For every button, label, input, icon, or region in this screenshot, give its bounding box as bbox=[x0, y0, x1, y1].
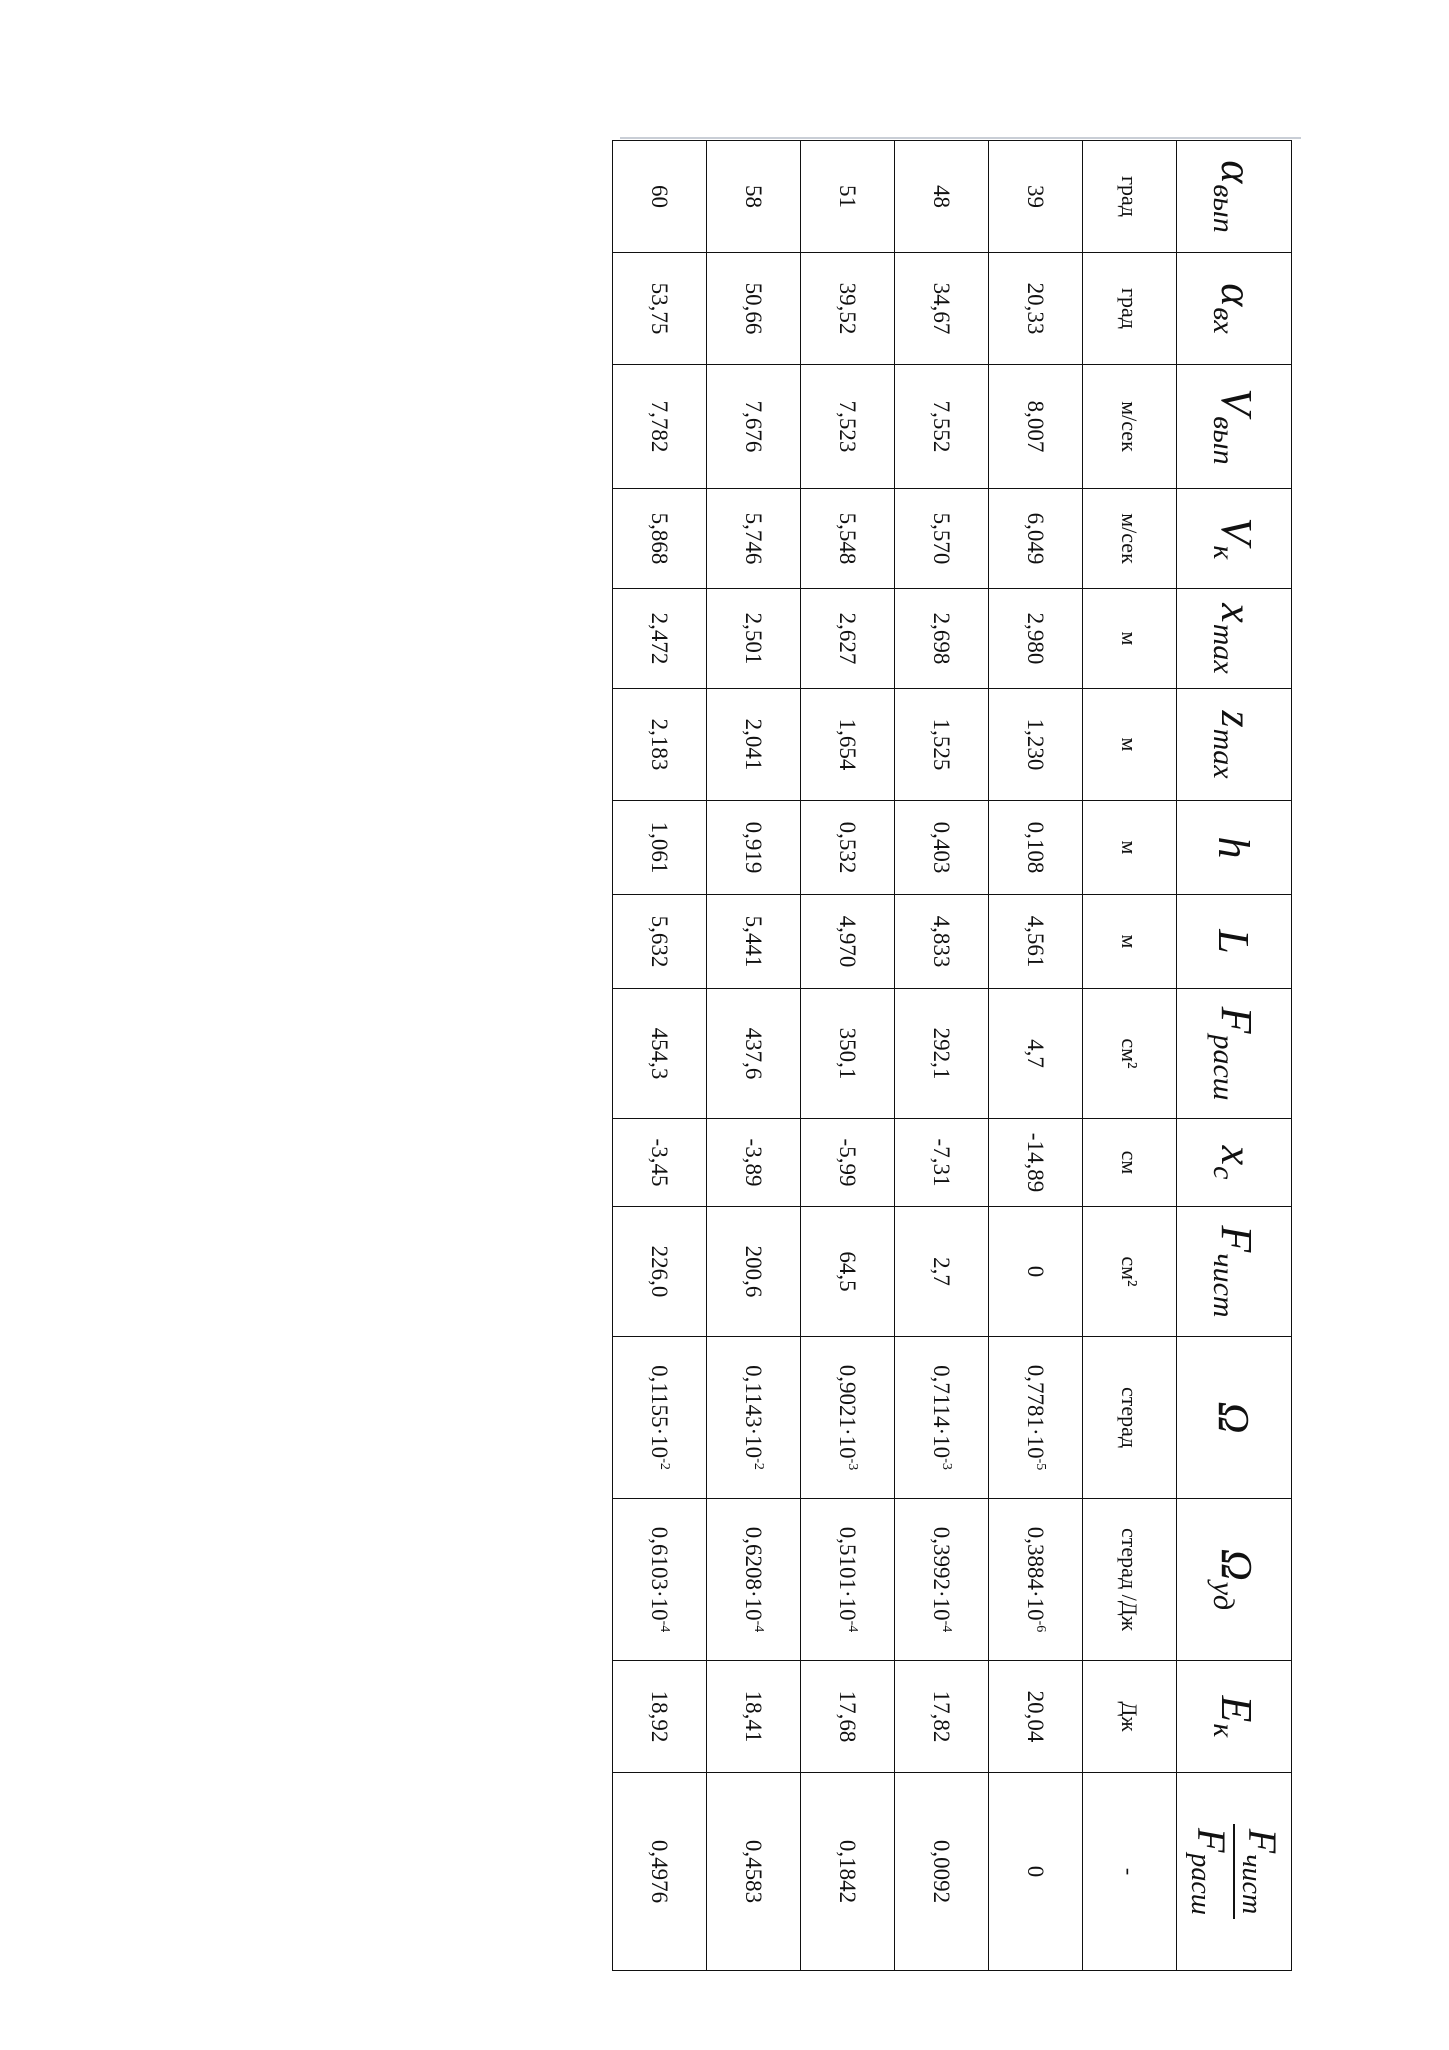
data-cell bbox=[801, 1661, 895, 1773]
unit-cell: стерад bbox=[1083, 1337, 1177, 1499]
cell-value: 50,66 bbox=[741, 282, 767, 335]
cell-exponent: -3 bbox=[845, 1458, 861, 1471]
data-cell bbox=[613, 989, 707, 1119]
column-subscript: к bbox=[1207, 1723, 1240, 1738]
data-cell bbox=[989, 589, 1083, 689]
data-cell bbox=[613, 1499, 707, 1661]
cell-exponent: -4 bbox=[751, 1620, 767, 1633]
data-cell bbox=[895, 589, 989, 689]
data-cell bbox=[801, 1207, 895, 1337]
column-subscript: расш bbox=[1207, 1034, 1240, 1101]
unit-cell: м bbox=[1083, 801, 1177, 895]
cell-value: 0,4583 bbox=[741, 1839, 767, 1904]
column-symbol: α bbox=[1212, 283, 1261, 307]
cell-exponent: -4 bbox=[657, 1620, 673, 1633]
data-cell bbox=[801, 895, 895, 989]
column-symbol: Ω bbox=[1209, 1401, 1259, 1434]
results-table bbox=[612, 140, 1292, 1971]
cell-value: 200,6 bbox=[741, 1245, 767, 1298]
data-cell bbox=[989, 689, 1083, 801]
header-symbol-row bbox=[1177, 141, 1292, 1971]
cell-value: 7,782 bbox=[647, 400, 673, 453]
data-cell bbox=[801, 1499, 895, 1661]
cell-value: 2,472 bbox=[647, 612, 673, 665]
cell-exponent: -4 bbox=[845, 1620, 861, 1633]
unit-cell: см² bbox=[1083, 989, 1177, 1119]
data-cell bbox=[989, 801, 1083, 895]
column-subscript: вх bbox=[1207, 307, 1240, 334]
column-symbol: V bbox=[1212, 388, 1261, 416]
cell-value: 2,183 bbox=[647, 718, 673, 771]
unit-cell: Дж bbox=[1083, 1661, 1177, 1773]
cell-value: 0,7781·10 bbox=[1023, 1364, 1049, 1459]
data-cell bbox=[895, 489, 989, 589]
column-symbol: x bbox=[1212, 1145, 1261, 1166]
rotated-table-container bbox=[619, 140, 1292, 1915]
cell-value: 0,5101·10 bbox=[835, 1526, 861, 1621]
data-cell bbox=[801, 141, 895, 253]
header-symbol-cell bbox=[1177, 1337, 1292, 1499]
data-cell bbox=[613, 1337, 707, 1499]
unit-cell: град bbox=[1083, 141, 1177, 253]
cell-value: 0,3884·10 bbox=[1023, 1526, 1049, 1621]
data-cell bbox=[613, 1119, 707, 1207]
data-cell bbox=[895, 1499, 989, 1661]
header-symbol-cell bbox=[1177, 141, 1292, 253]
cell-value: 5,441 bbox=[741, 915, 767, 968]
column-subscript: уд bbox=[1207, 1581, 1240, 1611]
data-cell bbox=[989, 1773, 1083, 1971]
cell-value: 39,52 bbox=[835, 282, 861, 335]
column-symbol: α bbox=[1212, 160, 1261, 184]
cell-value: 454,3 bbox=[647, 1027, 673, 1080]
header-symbol-cell bbox=[1177, 589, 1292, 689]
cell-exponent: -3 bbox=[939, 1458, 955, 1470]
unit-cell: м/сек bbox=[1083, 489, 1177, 589]
cell-value: 350,1 bbox=[835, 1027, 861, 1080]
data-cell bbox=[707, 801, 801, 895]
cell-value: 4,561 bbox=[1023, 915, 1049, 968]
header-symbol-cell bbox=[1177, 989, 1292, 1119]
header-symbol-cell bbox=[1177, 895, 1292, 989]
cell-value: 0 bbox=[1023, 1265, 1049, 1278]
cell-value: 0,6103·10 bbox=[647, 1526, 673, 1621]
cell-value: 2,041 bbox=[741, 718, 767, 771]
cell-value: 18,92 bbox=[647, 1690, 673, 1743]
cell-exponent: -4 bbox=[939, 1620, 955, 1633]
data-cell bbox=[895, 801, 989, 895]
scan-edge-line bbox=[620, 137, 1301, 139]
cell-value: 34,67 bbox=[929, 282, 955, 335]
cell-value: 0,919 bbox=[741, 821, 767, 874]
data-cell bbox=[895, 1119, 989, 1207]
cell-value: 292,1 bbox=[929, 1027, 955, 1080]
column-subscript: вып bbox=[1207, 416, 1240, 465]
cell-value: 1,654 bbox=[835, 718, 861, 771]
cell-value: 5,746 bbox=[741, 512, 767, 565]
cell-value: 2,7 bbox=[929, 1257, 955, 1286]
unit-cell: м bbox=[1083, 689, 1177, 801]
data-cell bbox=[707, 589, 801, 689]
cell-value: 2,627 bbox=[835, 612, 861, 665]
data-cell bbox=[895, 365, 989, 489]
data-cell bbox=[895, 1207, 989, 1337]
cell-value: 0,403 bbox=[929, 821, 955, 874]
column-symbol: L bbox=[1209, 929, 1259, 954]
data-cell bbox=[707, 365, 801, 489]
data-cell bbox=[801, 989, 895, 1119]
cell-value: 51 bbox=[835, 185, 861, 208]
cell-value: 1,525 bbox=[929, 718, 955, 771]
header-symbol-cell bbox=[1177, 1773, 1292, 1971]
cell-value: 2,980 bbox=[1023, 612, 1049, 665]
cell-value: 0 bbox=[1023, 1865, 1049, 1878]
data-cell bbox=[801, 801, 895, 895]
cell-value: -3,45 bbox=[647, 1138, 673, 1187]
cell-value: 58 bbox=[741, 185, 767, 208]
data-cell bbox=[613, 1661, 707, 1773]
data-cell bbox=[989, 895, 1083, 989]
unit-cell: см² bbox=[1083, 1207, 1177, 1337]
cell-value: 0,9021·10 bbox=[835, 1364, 861, 1459]
data-cell bbox=[707, 1773, 801, 1971]
cell-value: 6,049 bbox=[1023, 512, 1049, 565]
cell-value: 18,41 bbox=[741, 1690, 767, 1743]
unit-cell: град bbox=[1083, 253, 1177, 365]
column-symbol: h bbox=[1209, 836, 1259, 859]
data-cell bbox=[989, 1119, 1083, 1207]
cell-value: 1,061 bbox=[647, 821, 673, 874]
data-cell bbox=[989, 365, 1083, 489]
cell-value: -3,89 bbox=[741, 1138, 767, 1187]
unit-cell: - bbox=[1083, 1773, 1177, 1971]
data-cell bbox=[707, 489, 801, 589]
cell-exponent: -2 bbox=[657, 1458, 673, 1470]
header-symbol-cell bbox=[1177, 489, 1292, 589]
cell-value: -14,89 bbox=[1023, 1132, 1049, 1193]
cell-value: 5,548 bbox=[835, 512, 861, 565]
data-cell bbox=[707, 253, 801, 365]
cell-value: 0,6208·10 bbox=[741, 1526, 767, 1621]
table-row bbox=[895, 141, 989, 1971]
data-cell bbox=[989, 1499, 1083, 1661]
data-cell bbox=[613, 365, 707, 489]
data-cell bbox=[707, 989, 801, 1119]
data-cell bbox=[613, 895, 707, 989]
column-symbol: x bbox=[1212, 603, 1261, 623]
cell-value: 0,3992·10 bbox=[929, 1526, 955, 1621]
unit-cell: см bbox=[1083, 1119, 1177, 1207]
numerator-symbol: F bbox=[1240, 1828, 1285, 1854]
cell-value: 20,33 bbox=[1023, 282, 1049, 335]
data-cell bbox=[895, 689, 989, 801]
data-cell bbox=[707, 1337, 801, 1499]
cell-value: 0,0092 bbox=[929, 1839, 955, 1904]
data-cell bbox=[801, 489, 895, 589]
table-row bbox=[707, 141, 801, 1971]
cell-value: 17,82 bbox=[929, 1690, 955, 1743]
fraction-numerator bbox=[1233, 1824, 1284, 1919]
cell-value: 7,676 bbox=[741, 400, 767, 453]
data-cell bbox=[707, 1119, 801, 1207]
cell-value: 0,4976 bbox=[647, 1839, 673, 1904]
data-cell bbox=[801, 689, 895, 801]
cell-value: 0,7114·10 bbox=[929, 1365, 955, 1459]
data-cell bbox=[707, 1499, 801, 1661]
cell-value: 48 bbox=[929, 185, 955, 208]
cell-value: 0,532 bbox=[835, 821, 861, 874]
denominator-subscript: расш bbox=[1185, 1853, 1216, 1915]
column-subscript: max bbox=[1207, 728, 1240, 779]
data-cell bbox=[895, 253, 989, 365]
header-symbol-cell bbox=[1177, 253, 1292, 365]
cell-value: 2,501 bbox=[741, 612, 767, 665]
cell-value: 437,6 bbox=[741, 1027, 767, 1080]
cell-exponent: -6 bbox=[1033, 1620, 1049, 1633]
column-symbol: E bbox=[1212, 1695, 1261, 1723]
column-symbol: F bbox=[1212, 1225, 1261, 1253]
cell-value: 5,570 bbox=[929, 512, 955, 565]
cell-value: 0,1143·10 bbox=[741, 1365, 767, 1459]
data-cell bbox=[707, 895, 801, 989]
data-cell bbox=[895, 141, 989, 253]
cell-value: 53,75 bbox=[647, 282, 673, 335]
header-symbol-cell bbox=[1177, 1119, 1292, 1207]
header-symbol-cell bbox=[1177, 365, 1292, 489]
data-cell bbox=[989, 989, 1083, 1119]
unit-cell: м/сек bbox=[1083, 365, 1177, 489]
cell-value: -5,99 bbox=[835, 1138, 861, 1187]
cell-exponent: -5 bbox=[1033, 1458, 1049, 1471]
unit-cell: стерад /Дж bbox=[1083, 1499, 1177, 1661]
column-subscript: max bbox=[1207, 623, 1240, 674]
data-cell bbox=[989, 1337, 1083, 1499]
cell-value: 2,698 bbox=[929, 612, 955, 665]
fraction-denominator bbox=[1184, 1824, 1233, 1919]
data-cell bbox=[801, 1773, 895, 1971]
column-symbol: V bbox=[1212, 517, 1261, 545]
column-subscript: вып bbox=[1207, 184, 1240, 233]
data-cell bbox=[895, 1337, 989, 1499]
table-row bbox=[801, 141, 895, 1971]
data-cell bbox=[895, 1773, 989, 1971]
table-row bbox=[613, 141, 707, 1971]
header-symbol-cell bbox=[1177, 689, 1292, 801]
cell-value: 0,1842 bbox=[835, 1839, 861, 1904]
cell-value: 4,833 bbox=[929, 915, 955, 968]
data-cell bbox=[613, 589, 707, 689]
header-symbol-cell bbox=[1177, 801, 1292, 895]
data-cell bbox=[801, 1337, 895, 1499]
cell-value: -7,31 bbox=[929, 1138, 955, 1187]
data-cell bbox=[801, 589, 895, 689]
data-cell bbox=[989, 1207, 1083, 1337]
data-cell bbox=[989, 489, 1083, 589]
cell-value: 39 bbox=[1023, 185, 1049, 208]
data-cell bbox=[707, 1207, 801, 1337]
header-symbol-cell bbox=[1177, 1499, 1292, 1661]
data-cell bbox=[989, 253, 1083, 365]
header-symbol-cell bbox=[1177, 1207, 1292, 1337]
data-cell bbox=[613, 689, 707, 801]
numerator-subscript: чист bbox=[1236, 1854, 1267, 1915]
header-unit-row bbox=[1083, 141, 1177, 1971]
data-cell bbox=[707, 689, 801, 801]
data-cell bbox=[613, 253, 707, 365]
column-symbol: F bbox=[1212, 1006, 1261, 1034]
table-body bbox=[613, 141, 1292, 1971]
cell-value: 4,7 bbox=[1023, 1039, 1049, 1068]
column-symbol: Ω bbox=[1212, 1548, 1261, 1581]
denominator-symbol: F bbox=[1189, 1827, 1234, 1853]
cell-value: 1,230 bbox=[1023, 718, 1049, 771]
cell-value: 20,04 bbox=[1023, 1690, 1049, 1743]
table-row bbox=[989, 141, 1083, 1971]
unit-cell: м bbox=[1083, 589, 1177, 689]
data-cell bbox=[801, 1119, 895, 1207]
cell-value: 226,0 bbox=[647, 1245, 673, 1298]
unit-cell: м bbox=[1083, 895, 1177, 989]
cell-value: 5,632 bbox=[647, 915, 673, 968]
data-cell bbox=[895, 1661, 989, 1773]
column-symbol: z bbox=[1212, 710, 1261, 728]
cell-value: 7,552 bbox=[929, 400, 955, 453]
data-cell bbox=[613, 1207, 707, 1337]
data-cell bbox=[613, 489, 707, 589]
cell-value: 7,523 bbox=[835, 400, 861, 453]
data-cell bbox=[989, 141, 1083, 253]
data-cell bbox=[801, 365, 895, 489]
data-cell bbox=[613, 1773, 707, 1971]
cell-value: 60 bbox=[647, 185, 673, 208]
header-symbol-cell bbox=[1177, 1661, 1292, 1773]
cell-value: 17,68 bbox=[835, 1690, 861, 1743]
fraction-symbol bbox=[1184, 1824, 1284, 1919]
data-cell bbox=[801, 253, 895, 365]
cell-value: 0,108 bbox=[1023, 821, 1049, 874]
column-subscript: к bbox=[1207, 545, 1240, 560]
data-cell bbox=[707, 1661, 801, 1773]
data-cell bbox=[613, 801, 707, 895]
cell-value: 64,5 bbox=[835, 1251, 861, 1292]
data-cell bbox=[895, 895, 989, 989]
cell-value: 8,007 bbox=[1023, 400, 1049, 453]
cell-exponent: -2 bbox=[751, 1458, 767, 1470]
data-cell bbox=[895, 989, 989, 1119]
cell-value: 5,868 bbox=[647, 512, 673, 565]
cell-value: 4,970 bbox=[835, 915, 861, 968]
cell-value: 0,1155·10 bbox=[647, 1365, 673, 1459]
data-cell bbox=[613, 141, 707, 253]
column-subscript: чист bbox=[1207, 1253, 1240, 1318]
data-cell bbox=[707, 141, 801, 253]
column-subscript: c bbox=[1207, 1166, 1240, 1180]
data-cell bbox=[989, 1661, 1083, 1773]
